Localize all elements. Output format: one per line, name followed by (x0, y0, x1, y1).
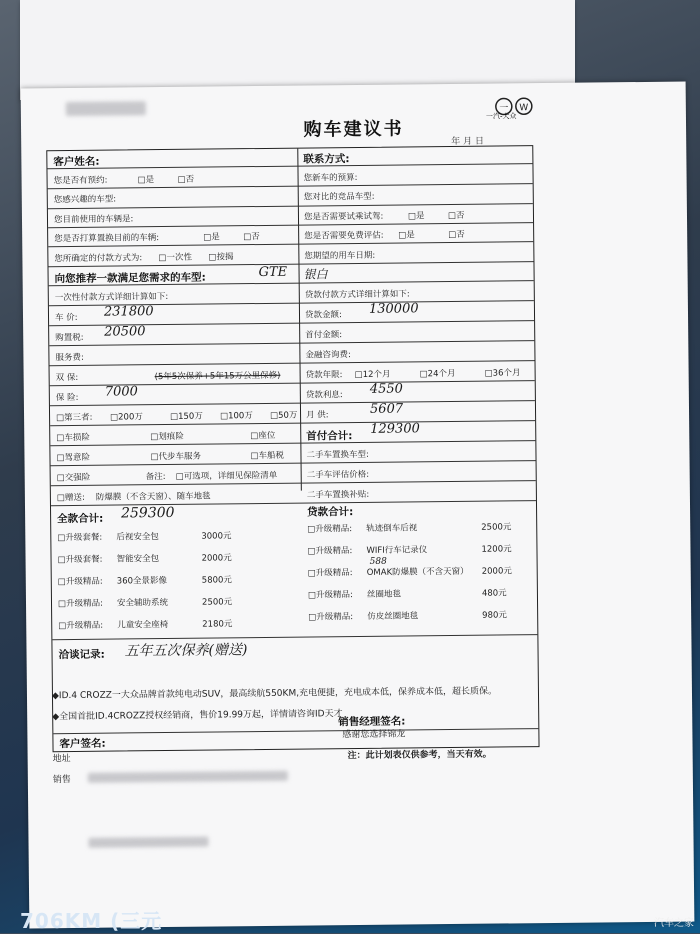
recommend-label: 向您推荐一款满足您需求的车型: (54, 271, 206, 286)
upgrade-right-price: 480元 (481, 588, 507, 599)
validity-note: 注：此计划表仅供参考，当天有效。 (347, 749, 492, 762)
compulsory[interactable]: □交强险 (56, 472, 91, 484)
down-payment-label: 首付金额: (305, 330, 343, 341)
upgrade-right-price: 1200元 (481, 544, 512, 555)
redacted-address (88, 771, 288, 783)
test-drive-yes[interactable]: □是 (407, 211, 425, 222)
upgrade-left-label[interactable]: □升级精品: (57, 598, 103, 610)
hw-loan-amount: 130000 (368, 301, 419, 317)
expected-date-label: 您期望的用车日期: (304, 250, 376, 262)
trade-in-label: 您是否打算置换目前的车辆: (54, 233, 160, 245)
upgrade-right-label[interactable]: □升级精品: (308, 612, 354, 623)
hw-color: 银白 (303, 267, 328, 282)
upgrade-left-label[interactable]: □升级精品: (58, 620, 104, 632)
upgrade-right-price: 2000元 (481, 566, 512, 577)
ad-line-1: ◆ID.4 CROZZ一大众品牌首款纯电动SUV，最高续航550KM,充电便捷，充电成本低，保养成本低，超长质保。 (51, 686, 498, 702)
tp-150[interactable]: □150万 (170, 411, 203, 422)
upgrade-left-label[interactable]: □升级套餐: (57, 554, 103, 566)
address-label: 地址 (52, 754, 71, 765)
down-total-label: 首付合计: (306, 430, 353, 443)
gift-detail: 防爆膜（不含天窗）、随车地毯 (95, 491, 211, 503)
upgrade-right-label[interactable]: □升级精品: (307, 524, 353, 535)
upgrade-left-price: 2500元 (201, 597, 233, 608)
upgrade-right-price: 2500元 (481, 522, 512, 533)
term-12[interactable]: □12个月 (354, 369, 391, 381)
hw-price: 231800 (103, 304, 154, 320)
hw-omak-note: 588 (369, 556, 387, 567)
warranty-note: (5年5次保养+5年15万公里保修) (154, 370, 281, 383)
hw-monthly: 5607 (369, 401, 404, 417)
upgrade-left-item: 安全辅助系统 (116, 597, 169, 609)
one-time-detail-label: 一次性付款方式详细计算如下: (54, 291, 169, 304)
upgrade-left-price: 3000元 (201, 531, 232, 542)
test-drive-no[interactable]: □否 (447, 210, 465, 222)
valuation-no[interactable]: □否 (448, 229, 465, 241)
background-ad-text: 706KM (三元 (20, 909, 163, 933)
loan-detail-label: 贷款付款方式详细计算如下: (304, 289, 410, 301)
hw-insurance: 7000 (104, 384, 138, 400)
upgrade-left-label[interactable]: □升级套餐: (57, 532, 103, 544)
loan-term-label: 贷款年限: (305, 370, 343, 381)
hw-total: 259300 (120, 504, 175, 522)
one-time-option[interactable]: □一次性 (158, 252, 193, 264)
logo-caption: 一汽-大众 (485, 112, 517, 121)
negotiation-label: 洽谈记录: (58, 648, 105, 662)
contact-label: 联系方式: (303, 153, 350, 166)
upgrade-right-item: WIFI行车记录仪 (366, 545, 428, 556)
interested-model-label: 您感兴趣的车型: (53, 194, 117, 206)
upgrade-left-price: 2180元 (202, 619, 233, 630)
redacted-sales (88, 837, 208, 848)
payment-method-label: 您所确定的付款方式为: (54, 253, 143, 265)
date-label: 年 月 日 (451, 136, 484, 147)
column-divider (297, 149, 302, 491)
vehicle-loss[interactable]: □车损险 (56, 432, 90, 444)
third-party-label[interactable]: □第三者: (56, 412, 93, 424)
term-36[interactable]: □36个月 (484, 368, 521, 379)
upgrade-right-price: 980元 (482, 610, 507, 621)
used-subsidy-label: 二手车置换补贴: (306, 489, 370, 501)
valuation-label: 您是否需要免费评估: (304, 230, 384, 242)
budget-label: 您新车的预算: (303, 172, 358, 184)
redacted-dealer (66, 101, 146, 116)
customer-sign-label: 客户签名: (59, 737, 106, 751)
trade-in-yes[interactable]: □是 (203, 232, 220, 243)
optional[interactable]: □可选项，详细见保险清单 (175, 470, 278, 482)
total-label: 全款合计: (57, 512, 104, 526)
svg-text:一: 一 (499, 103, 509, 114)
tp-50[interactable]: □50万 (270, 410, 298, 421)
upgrade-left-item: 智能安全包 (116, 554, 160, 565)
installment-option[interactable]: □按揭 (208, 252, 234, 263)
watermark: 汽车之家 (654, 918, 694, 929)
finance-fee-label: 金融咨询费: (305, 350, 351, 361)
replacement[interactable]: □代步车服务 (150, 451, 202, 463)
remark-label: 备注: (145, 472, 166, 483)
upgrade-right-label[interactable]: □升级精品: (307, 568, 353, 579)
valuation-yes[interactable]: □是 (398, 230, 415, 241)
upgrade-right-label[interactable]: □升级精品: (307, 546, 353, 557)
upgrade-right-item: 丝圈地毯 (366, 589, 402, 600)
upgrade-right-item: OMAK防爆膜（不含天窗） (366, 566, 469, 578)
price-label: 车 价: (54, 312, 78, 324)
gift-label[interactable]: □赠送: (56, 492, 85, 504)
thanks-text: 感谢您选择锦龙 (342, 729, 406, 741)
sales-label: 销售 (52, 775, 71, 786)
appointment-yes[interactable]: □是 (137, 175, 155, 186)
insurance-label: 保 险: (55, 392, 79, 404)
customer-name-label: 客户姓名: (53, 155, 100, 169)
proposal-form (46, 145, 539, 752)
tp-200[interactable]: □200万 (110, 412, 143, 423)
monthly-label: 月 供: (306, 410, 329, 421)
test-drive-label: 您是否需要试乘试驾: (303, 211, 384, 223)
upgrade-right-item: 仿皮丝圈地毯 (367, 611, 419, 622)
current-car-label: 您目前使用的车辆是: (53, 214, 134, 226)
upgrade-left-item: 儿童安全座椅 (117, 619, 169, 631)
seat[interactable]: □座位 (250, 430, 276, 442)
hw-interest: 4550 (369, 381, 403, 397)
appointment-label: 您是否有预约: (53, 175, 108, 187)
interest-label: 贷款利息: (305, 390, 343, 401)
svg-text:W: W (519, 103, 529, 114)
term-24[interactable]: □24个月 (419, 368, 456, 380)
used-model-label: 二手车置换车型: (306, 449, 369, 461)
upgrade-left-label[interactable]: □升级精品: (57, 576, 103, 588)
loan-total-label: 贷款合计: (307, 506, 354, 519)
proposal-sheet (21, 82, 695, 929)
upgrade-left-item: 360全景影像 (116, 575, 168, 587)
page-title: 购车建议书 (303, 118, 404, 141)
trade-in-no[interactable]: □否 (243, 232, 260, 243)
competitor-label: 您对比的竞品车型: (303, 191, 375, 203)
upgrade-right-item: 轨迹倒车后视 (366, 523, 418, 534)
upgrade-left-item: 后视安全包 (116, 532, 159, 543)
hw-down-total: 129300 (370, 421, 420, 437)
upgrade-right-label[interactable]: □升级精品: (307, 590, 353, 601)
used-price-label: 二手车评估价格: (306, 469, 370, 481)
tp-100[interactable]: □100万 (220, 411, 253, 422)
loan-amount-label: 贷款金额: (304, 310, 342, 321)
upgrade-left-price: 5800元 (201, 575, 232, 586)
purchase-tax-label: 购置税: (55, 332, 84, 344)
scratch[interactable]: □划痕险 (150, 431, 184, 443)
double-warranty-label: 双 保: (55, 372, 79, 384)
drunk[interactable]: □驾意险 (56, 452, 91, 464)
service-fee-label: 服务费: (55, 352, 84, 364)
upgrade-left-price: 2000元 (201, 553, 232, 564)
hw-tax: 20500 (104, 324, 146, 340)
appointment-no[interactable]: □否 (177, 174, 195, 185)
vessel-tax[interactable]: □车船税 (250, 450, 285, 462)
ad-line-2: ◆全国首批ID.4CROZZ授权经销商，售价19.99万起，详情请咨询ID天才 (52, 709, 343, 723)
manager-sign-label: 销售经理签名: (338, 715, 406, 729)
hw-negotiation: 五年五次保养(赠送) (124, 642, 248, 660)
hw-model: GTE (258, 264, 288, 281)
